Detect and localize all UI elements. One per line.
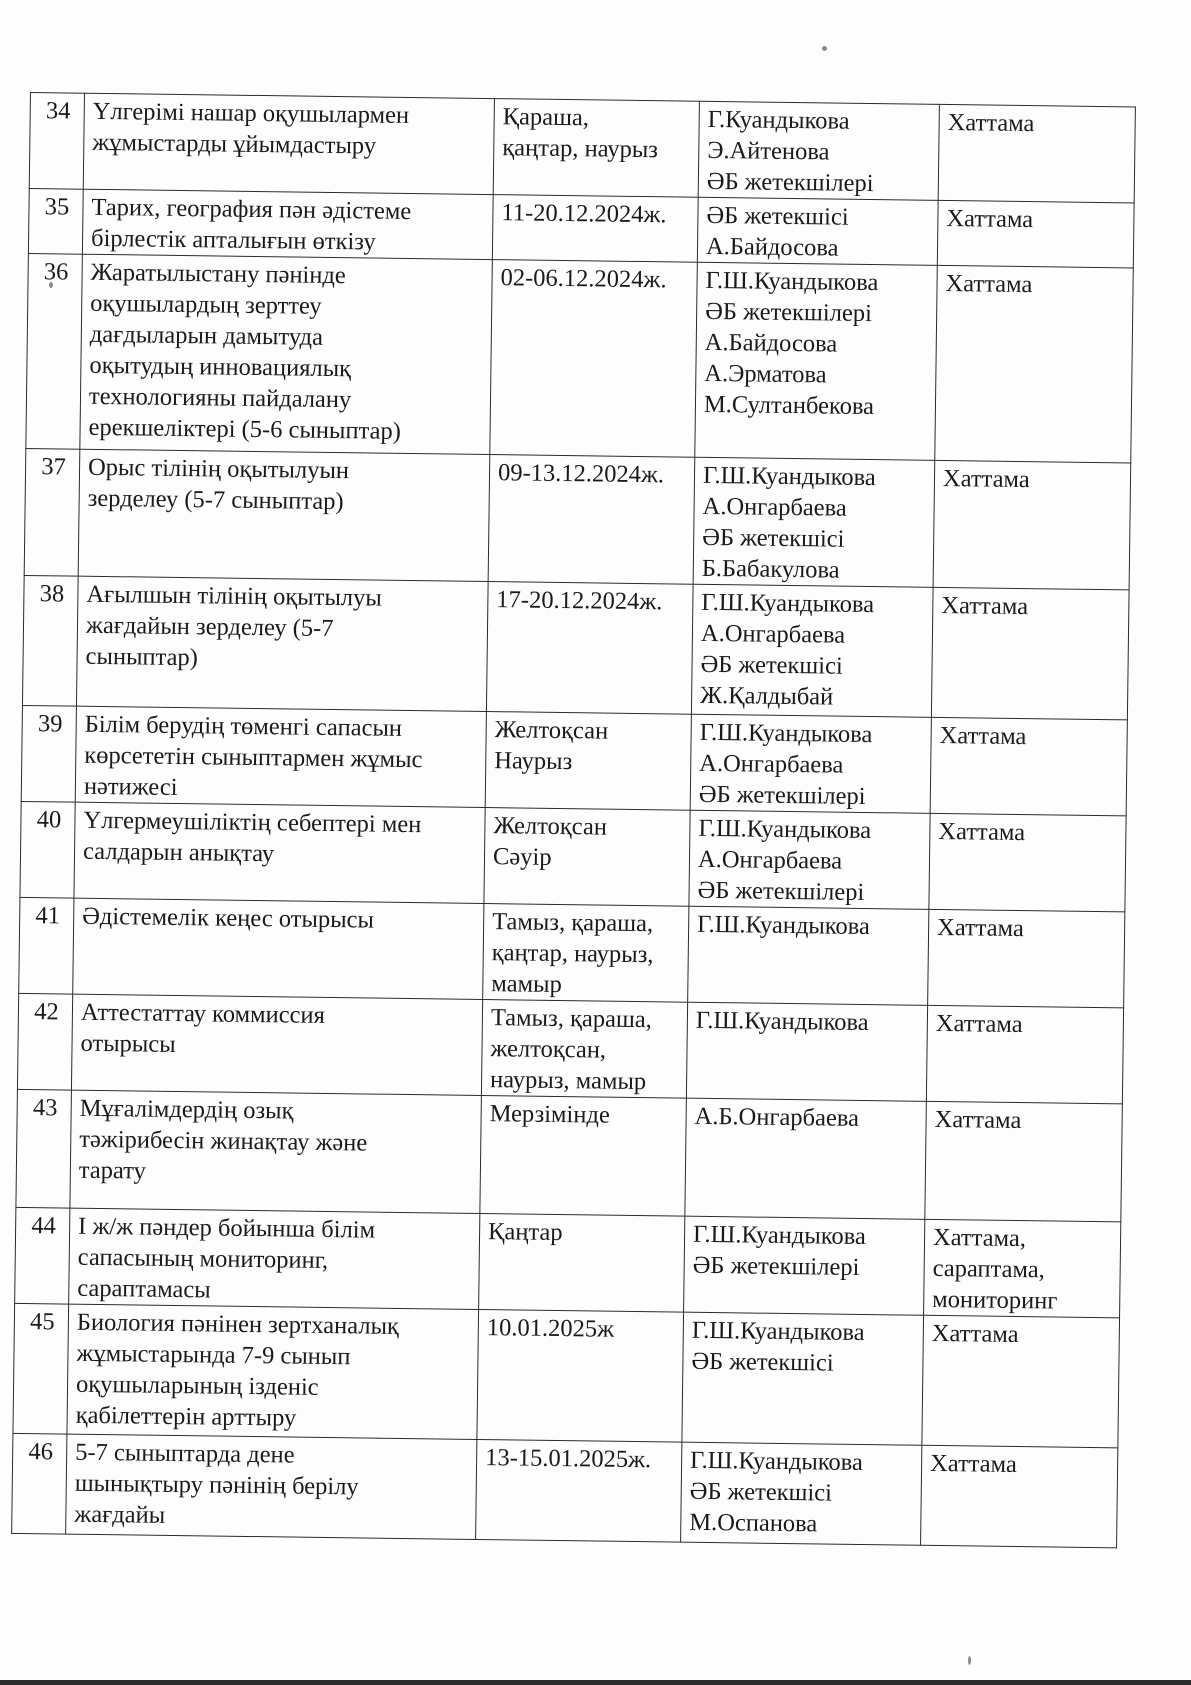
task-line: технологияны пайдалану (88, 382, 352, 414)
date-line: Мерзімінде (489, 1100, 610, 1129)
date-line: Наурыз (494, 747, 573, 776)
task-line: жағдайы (74, 1500, 166, 1529)
form-cell (933, 460, 1131, 590)
form-line: Хаттама (935, 1009, 1023, 1039)
responsible-cell (697, 197, 938, 265)
task-line: көрсететін сыныптармен жұмыс (84, 741, 423, 774)
row-number-cell (24, 448, 80, 576)
responsible-line: Г.Куандыкова (707, 105, 850, 135)
responsible-line: А.Онгарбаева (699, 749, 844, 779)
row-number-cell (15, 1207, 70, 1304)
form-cell (922, 1315, 1120, 1448)
responsible-line: ӘБ жетекшісі (702, 523, 845, 553)
table-row (17, 993, 1123, 1103)
row-number: 44 (31, 1212, 57, 1240)
task-line: сыныптар) (85, 642, 199, 672)
responsible-line: Б.Бабакулова (701, 554, 840, 584)
task-line: сапасының мониторинг, (77, 1243, 329, 1275)
date-cell (483, 904, 689, 1003)
responsible-line: ӘБ жетекшілері (706, 167, 874, 198)
responsible-cell (689, 810, 930, 909)
responsible-line: А.Онгарбаева (697, 845, 843, 875)
task-line: ерекшеліктері (5-6 сыныптар) (88, 413, 402, 445)
task-line: жағдайын зерделеу (5-7 (85, 611, 334, 643)
responsible-line: ӘБ жетекшісі (706, 201, 849, 231)
task-cell (80, 254, 493, 454)
task-cell (78, 449, 490, 581)
form-cell (935, 265, 1134, 463)
task-cell (69, 1208, 480, 1309)
date-line: Қаңтар (487, 1218, 563, 1247)
table-row (21, 705, 1127, 815)
task-cell (67, 1304, 479, 1439)
task-cell (71, 994, 482, 1095)
task-line: нәтижесі (83, 772, 178, 801)
date-line: 10.01.2025ж (486, 1314, 615, 1343)
form-line: Хаттама (946, 205, 1034, 234)
task-line: Үлгерімі нашар оқушылармен (92, 97, 410, 129)
task-cell (75, 706, 486, 807)
row-number-cell (20, 801, 75, 898)
date-cell (485, 712, 691, 811)
table-row (20, 801, 1126, 911)
date-line: 11-20.12.2024ж. (501, 199, 667, 229)
row-number: 36 (43, 258, 69, 286)
task-cell (83, 93, 494, 194)
responsible-line: А.Байдосова (704, 328, 838, 358)
responsible-line: ӘБ жетекшісі (700, 650, 843, 680)
table-row (29, 93, 1135, 203)
row-number-cell (21, 705, 76, 802)
task-line: жұмыстарды ұйымдастыру (92, 128, 377, 160)
date-line: Тамыз, қараша, (490, 1004, 652, 1034)
responsible-line: А.Онгарбаева (702, 492, 847, 522)
responsible-cell (693, 457, 935, 587)
responsible-cell (684, 1216, 925, 1315)
responsible-cell (695, 262, 938, 460)
table-row (22, 575, 1129, 719)
table-row (19, 897, 1125, 1007)
responsible-cell (691, 584, 933, 717)
date-cell (492, 195, 698, 263)
responsible-line: ӘБ жетекшілері (698, 780, 866, 810)
form-line: Хаттама (929, 1449, 1018, 1479)
form-line: Хаттама (945, 270, 1033, 299)
responsible-line: М.Султанбекова (703, 390, 875, 421)
work-plan-table (11, 92, 1136, 1548)
date-cell (481, 1000, 687, 1099)
row-number: 45 (29, 1308, 55, 1336)
date-line: Сәуір (492, 843, 552, 871)
form-line: Хаттама (938, 817, 1026, 847)
responsible-line: Г.Ш.Куандыкова (705, 266, 879, 297)
task-line: зерделеу (5-7 сыныптар) (87, 484, 344, 516)
responsible-cell (686, 1002, 927, 1101)
task-cell (82, 189, 493, 259)
date-line: желтоқсан, (490, 1035, 607, 1064)
row-number: 41 (35, 902, 61, 930)
row-number: 37 (41, 453, 67, 481)
task-line: Әдістемелік кеңес отырысы (82, 902, 375, 934)
date-line: 17-20.12.2024ж. (496, 586, 663, 616)
form-line: Хаттама (942, 464, 1030, 494)
task-line: шынықтыру пәнінің берілу (74, 1469, 359, 1501)
task-line: оқытудың инновациялық (89, 351, 352, 383)
row-number-cell (19, 897, 74, 994)
task-line: Аттестаттау коммиссия (80, 998, 326, 1029)
date-line: 02-06.12.2024ж. (500, 264, 667, 294)
responsible-line: Г.Ш.Куандыкова (691, 1316, 865, 1347)
form-cell (926, 1005, 1123, 1104)
responsible-line: Г.Ш.Куандыкова (696, 910, 871, 941)
row-number: 40 (36, 806, 62, 834)
responsible-line: М.Оспанова (689, 1508, 818, 1538)
row-number-cell (28, 188, 83, 254)
task-line: бірлестік апталығын өткізу (90, 224, 376, 256)
row-number-cell (13, 1303, 69, 1434)
row-number: 34 (45, 97, 71, 125)
responsible-line: ӘБ жетекшісі (689, 1477, 833, 1507)
task-line: Биология пәнінен зертханалық (76, 1308, 400, 1340)
date-line: Желтоқсан (494, 716, 609, 745)
task-line: Үлгермеушіліктің себептері мен (83, 806, 422, 839)
form-line: Хаттама (939, 721, 1027, 751)
date-line: қаңтар, наурыз, (491, 939, 654, 969)
row-number-cell (26, 253, 83, 449)
table-row (16, 1089, 1122, 1221)
date-line: Тамыз, қараша, (492, 908, 654, 938)
form-line: Хаттама (936, 913, 1025, 943)
date-line: 09-13.12.2024ж. (497, 459, 665, 489)
row-number-cell (29, 93, 84, 190)
responsible-line: ӘБ жетекшілері (705, 297, 873, 328)
date-line: қаңтар, наурыз (502, 134, 659, 164)
date-cell (486, 582, 693, 715)
task-line: оқушылардың зерттеу (90, 289, 322, 320)
date-cell (479, 1213, 685, 1312)
responsible-line: ӘБ жетекшілері (692, 1251, 860, 1281)
date-cell (488, 455, 695, 585)
table-row (15, 1207, 1121, 1317)
task-line: оқушыларының ізденіс (75, 1370, 319, 1401)
form-cell (937, 200, 1134, 268)
form-cell (925, 1101, 1123, 1222)
form-cell (938, 104, 1135, 203)
date-cell (490, 260, 698, 458)
responsible-line: Г.Ш.Куандыкова (701, 588, 875, 619)
row-number: 46 (28, 1438, 54, 1466)
responsible-line: Э.Айтенова (707, 136, 830, 166)
form-line: сараптама, (932, 1254, 1046, 1284)
date-cell (480, 1095, 687, 1216)
task-line: дағдыларын дамытуда (89, 320, 324, 351)
responsible-line: ӘБ жетекшісі (691, 1347, 834, 1377)
responsible-line: А.Онгарбаева (700, 619, 846, 649)
responsible-cell (698, 101, 939, 200)
row-number-cell (22, 575, 78, 706)
date-line: 13-15.01.2025ж. (484, 1444, 652, 1474)
row-number: 42 (34, 998, 59, 1026)
responsible-line: Г.Ш.Куандыкова (692, 1220, 867, 1251)
row-number: 35 (44, 193, 70, 221)
responsible-line: Г.Ш.Куандыкова (689, 1446, 864, 1477)
task-line: Ағылшын тілінің оқытылуы (86, 580, 383, 612)
responsible-cell (685, 1098, 927, 1219)
task-cell (76, 576, 488, 711)
task-line: Білім берудің төменгі сапасын (84, 710, 403, 742)
responsible-line: А.Байдосова (705, 232, 839, 262)
responsible-cell (681, 1442, 922, 1545)
form-cell (924, 1219, 1121, 1318)
form-line: Хаттама, (932, 1223, 1027, 1253)
date-cell (484, 808, 690, 907)
task-cell (70, 1090, 482, 1213)
date-line: наурыз, мамыр (489, 1066, 647, 1096)
row-number-cell (12, 1433, 67, 1534)
task-line: 5-7 сыныптарда дене (75, 1438, 295, 1469)
scan-edge-strip (0, 1680, 1191, 1685)
task-cell (73, 898, 484, 999)
row-number-cell (16, 1089, 72, 1208)
responsible-line: Ж.Қалдыбай (699, 681, 834, 711)
task-line: қабілеттерін арттыру (75, 1401, 297, 1432)
table-row (12, 1433, 1118, 1547)
date-cell (477, 1309, 684, 1442)
task-line: тәжірибесін жинақтау және (79, 1125, 368, 1157)
responsible-line: Г.Ш.Куандыкова (698, 814, 872, 845)
date-cell (476, 1439, 682, 1542)
responsible-cell (682, 1312, 924, 1445)
form-line: Хаттама (931, 1319, 1019, 1349)
row-number: 39 (37, 710, 63, 738)
responsible-line: Г.Ш.Куандыкова (699, 718, 873, 749)
table-row (26, 253, 1133, 462)
row-number: 43 (32, 1094, 58, 1122)
task-cell (66, 1434, 477, 1539)
table-row (13, 1303, 1120, 1447)
plan-table-wrapper (11, 92, 1135, 1548)
task-line: Орыс тілінің оқытылуын (87, 453, 350, 485)
task-line: жұмыстарында 7-9 сынып (76, 1339, 351, 1371)
date-line: Қараша, (502, 103, 590, 132)
form-cell (931, 587, 1129, 720)
responsible-line: А.Эрматова (704, 359, 827, 389)
task-line: Мұғалімдердің озық (79, 1094, 294, 1125)
date-line: Желтоқсан (493, 812, 608, 841)
form-line: мониторинг (932, 1285, 1058, 1315)
scan-speck (968, 1656, 971, 1665)
plan-table-body (12, 93, 1136, 1548)
form-cell (930, 717, 1127, 816)
date-cell (493, 99, 699, 198)
date-line: мамыр (491, 970, 562, 999)
task-line: Жаратылыстану пәнінде (90, 258, 346, 290)
responsible-cell (688, 906, 929, 1005)
responsible-line: Г.Ш.Куандыкова (695, 1006, 869, 1037)
form-cell (921, 1445, 1118, 1548)
responsible-line: Г.Ш.Куандыкова (702, 461, 876, 492)
table-row (24, 448, 1131, 589)
task-line: отырысы (80, 1029, 176, 1058)
responsible-cell (690, 714, 931, 813)
responsible-line: ӘБ жетекшілері (697, 876, 865, 906)
task-line: тарату (78, 1156, 147, 1185)
task-line: Тарих, география пән әдістеме (91, 193, 412, 225)
task-line: І ж/ж пәндер бойынша білім (77, 1212, 376, 1244)
task-line: салдарын анықтау (82, 837, 275, 868)
task-cell (74, 802, 485, 903)
form-line: Хаттама (934, 1105, 1022, 1135)
row-number: 38 (39, 580, 65, 608)
responsible-line: А.Б.Онгарбаева (694, 1102, 860, 1132)
scan-speck (822, 46, 827, 51)
form-cell (928, 909, 1125, 1008)
form-line: Хаттама (941, 591, 1029, 621)
row-number-cell (17, 993, 72, 1090)
form-cell (929, 813, 1126, 912)
task-line: сараптамасы (77, 1274, 211, 1304)
form-line: Хаттама (947, 109, 1035, 138)
